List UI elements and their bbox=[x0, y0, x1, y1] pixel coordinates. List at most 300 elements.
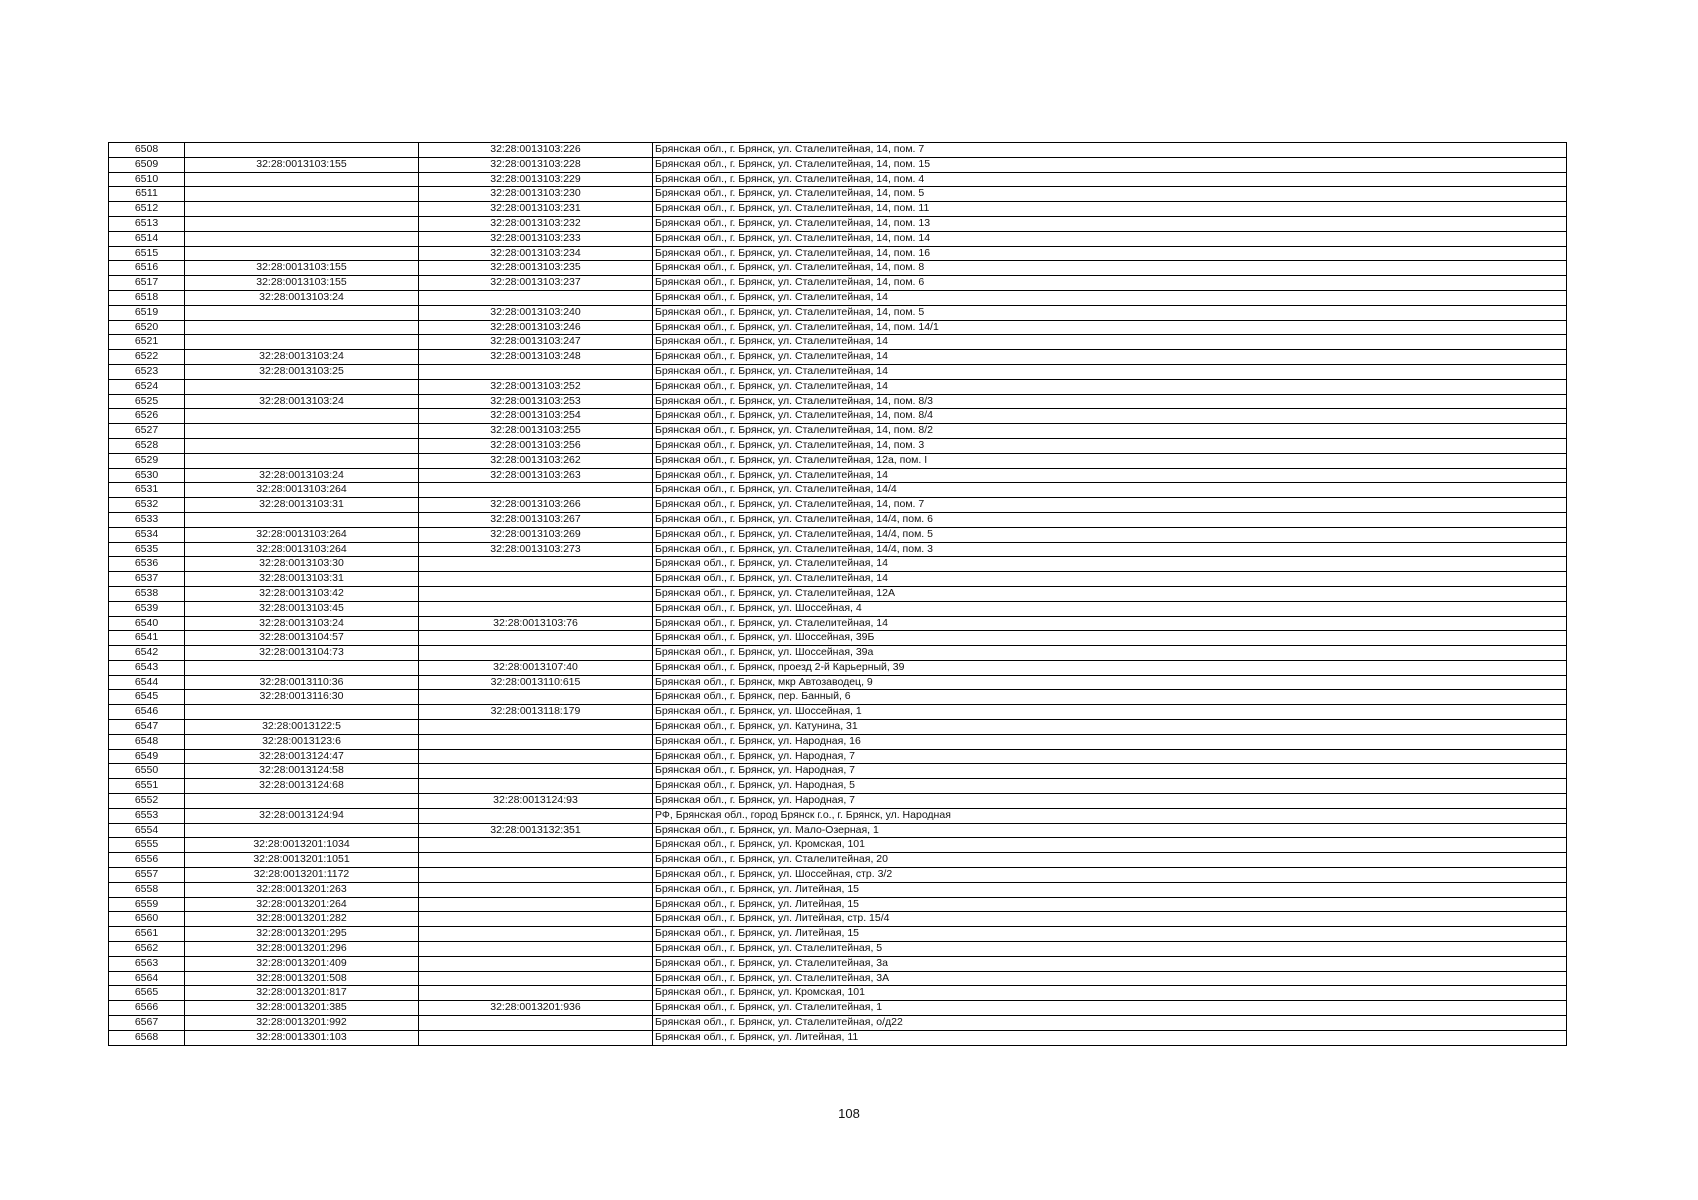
table-row bbox=[109, 157, 1567, 172]
object-number-cell: 32:28:0013110:615 bbox=[419, 675, 653, 690]
table-row bbox=[109, 379, 1567, 394]
address-cell: Брянская обл., г. Брянск, ул. Сталелитейная, 14, пом. 11 bbox=[653, 202, 1567, 217]
parcel-number-cell: 32:28:0013103:24 bbox=[185, 616, 419, 631]
table-row bbox=[109, 572, 1567, 587]
table-row bbox=[109, 498, 1567, 513]
row-number-cell: 6555 bbox=[109, 838, 185, 853]
parcel-number-cell bbox=[185, 143, 419, 158]
row-number-cell: 6524 bbox=[109, 379, 185, 394]
address-cell: Брянская обл., г. Брянск, ул. Сталелитейная, 12А bbox=[653, 586, 1567, 601]
table-row bbox=[109, 631, 1567, 646]
address-cell: Брянская обл., г. Брянск, ул. Мало-Озерная, 1 bbox=[653, 823, 1567, 838]
parcel-number-cell bbox=[185, 438, 419, 453]
parcel-number-cell: 32:28:0013123:6 bbox=[185, 734, 419, 749]
object-number-cell: 32:28:0013103:233 bbox=[419, 231, 653, 246]
parcel-number-cell: 32:28:0013201:295 bbox=[185, 927, 419, 942]
object-number-cell bbox=[419, 779, 653, 794]
object-number-cell: 32:28:0013103:263 bbox=[419, 468, 653, 483]
row-number-cell: 6517 bbox=[109, 276, 185, 291]
table-row bbox=[109, 971, 1567, 986]
object-number-cell bbox=[419, 1016, 653, 1031]
object-number-cell: 32:28:0013201:936 bbox=[419, 1001, 653, 1016]
object-number-cell: 32:28:0013103:235 bbox=[419, 261, 653, 276]
row-number-cell: 6518 bbox=[109, 290, 185, 305]
object-number-cell bbox=[419, 912, 653, 927]
address-cell: Брянская обл., г. Брянск, ул. Сталелитейная, 14 bbox=[653, 557, 1567, 572]
address-cell: Брянская обл., г. Брянск, ул. Сталелитейная, 14, пом. 8/3 bbox=[653, 394, 1567, 409]
table-row bbox=[109, 749, 1567, 764]
table-row bbox=[109, 424, 1567, 439]
table-row bbox=[109, 276, 1567, 291]
row-number-cell: 6557 bbox=[109, 868, 185, 883]
row-number-cell: 6513 bbox=[109, 216, 185, 231]
row-number-cell: 6535 bbox=[109, 542, 185, 557]
row-number-cell: 6564 bbox=[109, 971, 185, 986]
address-cell: Брянская обл., г. Брянск, ул. Сталелитейная, 14/4, пом. 3 bbox=[653, 542, 1567, 557]
address-cell: Брянская обл., г. Брянск, ул. Сталелитейная, 14, пом. 5 bbox=[653, 187, 1567, 202]
row-number-cell: 6540 bbox=[109, 616, 185, 631]
object-number-cell bbox=[419, 631, 653, 646]
table-row bbox=[109, 557, 1567, 572]
row-number-cell: 6529 bbox=[109, 453, 185, 468]
table-row bbox=[109, 986, 1567, 1001]
address-cell: Брянская обл., г. Брянск, ул. Народная, 7 bbox=[653, 794, 1567, 809]
row-number-cell: 6508 bbox=[109, 143, 185, 158]
table-row bbox=[109, 675, 1567, 690]
table-row bbox=[109, 794, 1567, 809]
parcel-number-cell bbox=[185, 320, 419, 335]
row-number-cell: 6536 bbox=[109, 557, 185, 572]
table-row bbox=[109, 320, 1567, 335]
address-cell: Брянская обл., г. Брянск, ул. Шоссейная, стр. 3/2 bbox=[653, 868, 1567, 883]
table-row bbox=[109, 394, 1567, 409]
row-number-cell: 6552 bbox=[109, 794, 185, 809]
parcel-number-cell: 32:28:0013201:385 bbox=[185, 1001, 419, 1016]
table-row bbox=[109, 897, 1567, 912]
row-number-cell: 6510 bbox=[109, 172, 185, 187]
table-row bbox=[109, 690, 1567, 705]
table-row bbox=[109, 764, 1567, 779]
row-number-cell: 6531 bbox=[109, 483, 185, 498]
object-number-cell: 32:28:0013103:226 bbox=[419, 143, 653, 158]
table-row bbox=[109, 527, 1567, 542]
address-cell: Брянская обл., г. Брянск, ул. Сталелитейная, 14 bbox=[653, 335, 1567, 350]
row-number-cell: 6533 bbox=[109, 512, 185, 527]
row-number-cell: 6545 bbox=[109, 690, 185, 705]
table-row bbox=[109, 823, 1567, 838]
address-cell: Брянская обл., г. Брянск, ул. Сталелитейная, 14, пом. 4 bbox=[653, 172, 1567, 187]
address-cell: Брянская обл., г. Брянск, ул. Сталелитейная, 14 bbox=[653, 468, 1567, 483]
row-number-cell: 6563 bbox=[109, 956, 185, 971]
table-row bbox=[109, 1030, 1567, 1045]
table-row bbox=[109, 601, 1567, 616]
address-cell: Брянская обл., г. Брянск, ул. Сталелитейная, 3а bbox=[653, 956, 1567, 971]
row-number-cell: 6561 bbox=[109, 927, 185, 942]
address-cell: Брянская обл., г. Брянск, ул. Народная, 16 bbox=[653, 734, 1567, 749]
object-number-cell: 32:28:0013103:262 bbox=[419, 453, 653, 468]
parcel-number-cell bbox=[185, 335, 419, 350]
row-number-cell: 6534 bbox=[109, 527, 185, 542]
address-cell: Брянская обл., г. Брянск, ул. Сталелитейная, 14, пом. 3 bbox=[653, 438, 1567, 453]
table-row bbox=[109, 705, 1567, 720]
table-row bbox=[109, 912, 1567, 927]
parcel-number-cell: 32:28:0013104:57 bbox=[185, 631, 419, 646]
address-cell: Брянская обл., г. Брянск, мкр Автозаводец, 9 bbox=[653, 675, 1567, 690]
table-row bbox=[109, 1001, 1567, 1016]
parcel-number-cell: 32:28:0013201:992 bbox=[185, 1016, 419, 1031]
address-cell: Брянская обл., г. Брянск, ул. Сталелитейная, 14/4, пом. 5 bbox=[653, 527, 1567, 542]
parcel-number-cell: 32:28:0013116:30 bbox=[185, 690, 419, 705]
object-number-cell bbox=[419, 868, 653, 883]
row-number-cell: 6522 bbox=[109, 350, 185, 365]
parcel-number-cell bbox=[185, 705, 419, 720]
address-cell: Брянская обл., г. Брянск, пер. Банный, 6 bbox=[653, 690, 1567, 705]
row-number-cell: 6537 bbox=[109, 572, 185, 587]
row-number-cell: 6550 bbox=[109, 764, 185, 779]
row-number-cell: 6523 bbox=[109, 364, 185, 379]
object-number-cell bbox=[419, 690, 653, 705]
parcel-number-cell bbox=[185, 409, 419, 424]
object-number-cell bbox=[419, 483, 653, 498]
parcel-number-cell: 32:28:0013103:264 bbox=[185, 527, 419, 542]
object-number-cell: 32:28:0013103:252 bbox=[419, 379, 653, 394]
object-number-cell bbox=[419, 853, 653, 868]
row-number-cell: 6512 bbox=[109, 202, 185, 217]
table-row bbox=[109, 882, 1567, 897]
row-number-cell: 6538 bbox=[109, 586, 185, 601]
object-number-cell: 32:28:0013103:269 bbox=[419, 527, 653, 542]
address-cell: Брянская обл., г. Брянск, ул. Кромская, 101 bbox=[653, 986, 1567, 1001]
table-row bbox=[109, 305, 1567, 320]
parcel-number-cell: 32:28:0013103:45 bbox=[185, 601, 419, 616]
parcel-number-cell: 32:28:0013103:25 bbox=[185, 364, 419, 379]
table-row bbox=[109, 143, 1567, 158]
parcel-number-cell: 32:28:0013103:155 bbox=[185, 157, 419, 172]
object-number-cell: 32:28:0013103:273 bbox=[419, 542, 653, 557]
parcel-number-cell bbox=[185, 794, 419, 809]
cadastral-registry-table bbox=[108, 142, 1567, 1046]
parcel-number-cell: 32:28:0013103:42 bbox=[185, 586, 419, 601]
row-number-cell: 6547 bbox=[109, 720, 185, 735]
object-number-cell: 32:28:0013103:240 bbox=[419, 305, 653, 320]
object-number-cell bbox=[419, 557, 653, 572]
parcel-number-cell: 32:28:0013103:30 bbox=[185, 557, 419, 572]
parcel-number-cell bbox=[185, 216, 419, 231]
row-number-cell: 6553 bbox=[109, 808, 185, 823]
object-number-cell: 32:28:0013103:267 bbox=[419, 512, 653, 527]
object-number-cell bbox=[419, 897, 653, 912]
row-number-cell: 6544 bbox=[109, 675, 185, 690]
parcel-number-cell: 32:28:0013103:264 bbox=[185, 483, 419, 498]
table-row bbox=[109, 335, 1567, 350]
address-cell: РФ, Брянская обл., город Брянск г.о., г. Брянск, ул. Народная bbox=[653, 808, 1567, 823]
table-row bbox=[109, 231, 1567, 246]
row-number-cell: 6554 bbox=[109, 823, 185, 838]
object-number-cell bbox=[419, 364, 653, 379]
row-number-cell: 6551 bbox=[109, 779, 185, 794]
address-cell: Брянская обл., г. Брянск, ул. Литейная, 15 bbox=[653, 897, 1567, 912]
object-number-cell: 32:28:0013103:229 bbox=[419, 172, 653, 187]
object-number-cell: 32:28:0013103:234 bbox=[419, 246, 653, 261]
address-cell: Брянская обл., г. Брянск, ул. Сталелитейная, 14, пом. 8 bbox=[653, 261, 1567, 276]
parcel-number-cell: 32:28:0013201:1034 bbox=[185, 838, 419, 853]
address-cell: Брянская обл., г. Брянск, ул. Сталелитейная, 14 bbox=[653, 364, 1567, 379]
row-number-cell: 6567 bbox=[109, 1016, 185, 1031]
address-cell: Брянская обл., г. Брянск, проезд 2-й Карьерный, 39 bbox=[653, 660, 1567, 675]
address-cell: Брянская обл., г. Брянск, ул. Сталелитейная, 14, пом. 13 bbox=[653, 216, 1567, 231]
address-cell: Брянская обл., г. Брянск, ул. Сталелитейная, 14, пом. 15 bbox=[653, 157, 1567, 172]
row-number-cell: 6525 bbox=[109, 394, 185, 409]
table-row bbox=[109, 409, 1567, 424]
row-number-cell: 6515 bbox=[109, 246, 185, 261]
parcel-number-cell bbox=[185, 305, 419, 320]
address-cell: Брянская обл., г. Брянск, ул. Сталелитейная, 20 bbox=[653, 853, 1567, 868]
address-cell: Брянская обл., г. Брянск, ул. Сталелитейная, 14, пом. 7 bbox=[653, 143, 1567, 158]
object-number-cell bbox=[419, 572, 653, 587]
object-number-cell: 32:28:0013103:256 bbox=[419, 438, 653, 453]
row-number-cell: 6521 bbox=[109, 335, 185, 350]
object-number-cell: 32:28:0013124:93 bbox=[419, 794, 653, 809]
row-number-cell: 6566 bbox=[109, 1001, 185, 1016]
object-number-cell: 32:28:0013103:246 bbox=[419, 320, 653, 335]
address-cell: Брянская обл., г. Брянск, ул. Сталелитейная, 1 bbox=[653, 1001, 1567, 1016]
table-row bbox=[109, 660, 1567, 675]
parcel-number-cell: 32:28:0013103:155 bbox=[185, 276, 419, 291]
row-number-cell: 6539 bbox=[109, 601, 185, 616]
address-cell: Брянская обл., г. Брянск, ул. Сталелитейная, 14, пом. 5 bbox=[653, 305, 1567, 320]
parcel-number-cell: 32:28:0013201:1172 bbox=[185, 868, 419, 883]
table-row bbox=[109, 483, 1567, 498]
object-number-cell: 32:28:0013103:232 bbox=[419, 216, 653, 231]
object-number-cell bbox=[419, 986, 653, 1001]
row-number-cell: 6542 bbox=[109, 646, 185, 661]
row-number-cell: 6565 bbox=[109, 986, 185, 1001]
table-row bbox=[109, 1016, 1567, 1031]
object-number-cell: 32:28:0013103:255 bbox=[419, 424, 653, 439]
table-row bbox=[109, 779, 1567, 794]
address-cell: Брянская обл., г. Брянск, ул. Сталелитейная, 14 bbox=[653, 290, 1567, 305]
row-number-cell: 6543 bbox=[109, 660, 185, 675]
address-cell: Брянская обл., г. Брянск, ул. Сталелитейная, 14, пом. 8/2 bbox=[653, 424, 1567, 439]
table-row bbox=[109, 734, 1567, 749]
row-number-cell: 6556 bbox=[109, 853, 185, 868]
parcel-number-cell: 32:28:0013110:36 bbox=[185, 675, 419, 690]
address-cell: Брянская обл., г. Брянск, ул. Шоссейная, 1 bbox=[653, 705, 1567, 720]
parcel-number-cell: 32:28:0013103:24 bbox=[185, 290, 419, 305]
parcel-number-cell: 32:28:0013122:5 bbox=[185, 720, 419, 735]
parcel-number-cell bbox=[185, 187, 419, 202]
object-number-cell: 32:28:0013103:254 bbox=[419, 409, 653, 424]
address-cell: Брянская обл., г. Брянск, ул. Сталелитейная, 14, пом. 6 bbox=[653, 276, 1567, 291]
row-number-cell: 6558 bbox=[109, 882, 185, 897]
table-row bbox=[109, 512, 1567, 527]
table-row bbox=[109, 956, 1567, 971]
object-number-cell bbox=[419, 749, 653, 764]
object-number-cell: 32:28:0013103:253 bbox=[419, 394, 653, 409]
table-row bbox=[109, 290, 1567, 305]
table-row bbox=[109, 350, 1567, 365]
object-number-cell: 32:28:0013103:76 bbox=[419, 616, 653, 631]
object-number-cell: 32:28:0013103:266 bbox=[419, 498, 653, 513]
table-row bbox=[109, 616, 1567, 631]
object-number-cell: 32:28:0013103:237 bbox=[419, 276, 653, 291]
object-number-cell: 32:28:0013103:248 bbox=[419, 350, 653, 365]
parcel-number-cell: 32:28:0013103:31 bbox=[185, 498, 419, 513]
table-row bbox=[109, 172, 1567, 187]
table-row bbox=[109, 216, 1567, 231]
object-number-cell bbox=[419, 290, 653, 305]
row-number-cell: 6559 bbox=[109, 897, 185, 912]
address-cell: Брянская обл., г. Брянск, ул. Сталелитейная, 14 bbox=[653, 572, 1567, 587]
address-cell: Брянская обл., г. Брянск, ул. Сталелитейная, 14 bbox=[653, 616, 1567, 631]
parcel-number-cell: 32:28:0013201:264 bbox=[185, 897, 419, 912]
table-row bbox=[109, 438, 1567, 453]
address-cell: Брянская обл., г. Брянск, ул. Сталелитейная, 14, пом. 14 bbox=[653, 231, 1567, 246]
address-cell: Брянская обл., г. Брянск, ул. Литейная, стр. 15/4 bbox=[653, 912, 1567, 927]
row-number-cell: 6546 bbox=[109, 705, 185, 720]
address-cell: Брянская обл., г. Брянск, ул. Народная, 7 bbox=[653, 764, 1567, 779]
parcel-number-cell bbox=[185, 512, 419, 527]
parcel-number-cell: 32:28:0013103:31 bbox=[185, 572, 419, 587]
object-number-cell bbox=[419, 971, 653, 986]
row-number-cell: 6520 bbox=[109, 320, 185, 335]
row-number-cell: 6560 bbox=[109, 912, 185, 927]
table-row bbox=[109, 868, 1567, 883]
row-number-cell: 6541 bbox=[109, 631, 185, 646]
table-row bbox=[109, 927, 1567, 942]
parcel-number-cell: 32:28:0013201:296 bbox=[185, 942, 419, 957]
object-number-cell: 32:28:0013118:179 bbox=[419, 705, 653, 720]
address-cell: Брянская обл., г. Брянск, ул. Шоссейная, 39Б bbox=[653, 631, 1567, 646]
table-row bbox=[109, 808, 1567, 823]
parcel-number-cell: 32:28:0013201:409 bbox=[185, 956, 419, 971]
row-number-cell: 6549 bbox=[109, 749, 185, 764]
object-number-cell bbox=[419, 1030, 653, 1045]
parcel-number-cell bbox=[185, 453, 419, 468]
row-number-cell: 6527 bbox=[109, 424, 185, 439]
row-number-cell: 6514 bbox=[109, 231, 185, 246]
parcel-number-cell: 32:28:0013201:263 bbox=[185, 882, 419, 897]
table-row bbox=[109, 364, 1567, 379]
address-cell: Брянская обл., г. Брянск, ул. Шоссейная, 39а bbox=[653, 646, 1567, 661]
address-cell: Брянская обл., г. Брянск, ул. Сталелитейная, 14, пом. 14/1 bbox=[653, 320, 1567, 335]
parcel-number-cell bbox=[185, 379, 419, 394]
parcel-number-cell bbox=[185, 172, 419, 187]
object-number-cell bbox=[419, 734, 653, 749]
object-number-cell bbox=[419, 720, 653, 735]
table-row bbox=[109, 853, 1567, 868]
address-cell: Брянская обл., г. Брянск, ул. Сталелитейная, о/д22 bbox=[653, 1016, 1567, 1031]
address-cell: Брянская обл., г. Брянск, ул. Сталелитейная, 14, пом. 16 bbox=[653, 246, 1567, 261]
row-number-cell: 6568 bbox=[109, 1030, 185, 1045]
parcel-number-cell bbox=[185, 660, 419, 675]
object-number-cell bbox=[419, 601, 653, 616]
object-number-cell bbox=[419, 882, 653, 897]
object-number-cell bbox=[419, 838, 653, 853]
address-cell: Брянская обл., г. Брянск, ул. Литейная, 15 bbox=[653, 882, 1567, 897]
object-number-cell bbox=[419, 956, 653, 971]
parcel-number-cell: 32:28:0013301:103 bbox=[185, 1030, 419, 1045]
object-number-cell bbox=[419, 764, 653, 779]
parcel-number-cell: 32:28:0013201:282 bbox=[185, 912, 419, 927]
parcel-number-cell: 32:28:0013124:58 bbox=[185, 764, 419, 779]
row-number-cell: 6516 bbox=[109, 261, 185, 276]
row-number-cell: 6509 bbox=[109, 157, 185, 172]
table-row bbox=[109, 246, 1567, 261]
object-number-cell: 32:28:0013107:40 bbox=[419, 660, 653, 675]
address-cell: Брянская обл., г. Брянск, ул. Сталелитейная, 14, пом. 7 bbox=[653, 498, 1567, 513]
table-body bbox=[109, 143, 1567, 1046]
object-number-cell: 32:28:0013103:231 bbox=[419, 202, 653, 217]
object-number-cell bbox=[419, 646, 653, 661]
object-number-cell: 32:28:0013132:351 bbox=[419, 823, 653, 838]
row-number-cell: 6511 bbox=[109, 187, 185, 202]
parcel-number-cell: 32:28:0013103:264 bbox=[185, 542, 419, 557]
address-cell: Брянская обл., г. Брянск, ул. Шоссейная, 4 bbox=[653, 601, 1567, 616]
parcel-number-cell: 32:28:0013103:155 bbox=[185, 261, 419, 276]
address-cell: Брянская обл., г. Брянск, ул. Литейная, 15 bbox=[653, 927, 1567, 942]
address-cell: Брянская обл., г. Брянск, ул. Сталелитейная, 14/4, пом. 6 bbox=[653, 512, 1567, 527]
row-number-cell: 6548 bbox=[109, 734, 185, 749]
parcel-number-cell: 32:28:0013103:24 bbox=[185, 468, 419, 483]
row-number-cell: 6519 bbox=[109, 305, 185, 320]
parcel-number-cell: 32:28:0013103:24 bbox=[185, 394, 419, 409]
row-number-cell: 6526 bbox=[109, 409, 185, 424]
table-row bbox=[109, 542, 1567, 557]
address-cell: Брянская обл., г. Брянск, ул. Сталелитейная, 3А bbox=[653, 971, 1567, 986]
table-row bbox=[109, 261, 1567, 276]
address-cell: Брянская обл., г. Брянск, ул. Сталелитейная, 14 bbox=[653, 350, 1567, 365]
parcel-number-cell: 32:28:0013201:508 bbox=[185, 971, 419, 986]
table-row bbox=[109, 942, 1567, 957]
table-row bbox=[109, 838, 1567, 853]
parcel-number-cell: 32:28:0013124:47 bbox=[185, 749, 419, 764]
object-number-cell: 32:28:0013103:228 bbox=[419, 157, 653, 172]
parcel-number-cell: 32:28:0013201:817 bbox=[185, 986, 419, 1001]
address-cell: Брянская обл., г. Брянск, ул. Литейная, 11 bbox=[653, 1030, 1567, 1045]
object-number-cell bbox=[419, 942, 653, 957]
parcel-number-cell: 32:28:0013201:1051 bbox=[185, 853, 419, 868]
parcel-number-cell: 32:28:0013104:73 bbox=[185, 646, 419, 661]
parcel-number-cell bbox=[185, 424, 419, 439]
parcel-number-cell bbox=[185, 246, 419, 261]
parcel-number-cell: 32:28:0013124:94 bbox=[185, 808, 419, 823]
page-number: 108 bbox=[838, 1106, 860, 1121]
address-cell: Брянская обл., г. Брянск, ул. Сталелитейная, 14 bbox=[653, 379, 1567, 394]
table-row bbox=[109, 187, 1567, 202]
parcel-number-cell bbox=[185, 202, 419, 217]
address-cell: Брянская обл., г. Брянск, ул. Сталелитейная, 14/4 bbox=[653, 483, 1567, 498]
row-number-cell: 6562 bbox=[109, 942, 185, 957]
address-cell: Брянская обл., г. Брянск, ул. Народная, 5 bbox=[653, 779, 1567, 794]
table-row bbox=[109, 586, 1567, 601]
object-number-cell bbox=[419, 586, 653, 601]
parcel-number-cell: 32:28:0013124:68 bbox=[185, 779, 419, 794]
row-number-cell: 6528 bbox=[109, 438, 185, 453]
parcel-number-cell bbox=[185, 231, 419, 246]
table-row bbox=[109, 646, 1567, 661]
parcel-number-cell bbox=[185, 823, 419, 838]
row-number-cell: 6532 bbox=[109, 498, 185, 513]
address-cell: Брянская обл., г. Брянск, ул. Сталелитейная, 5 bbox=[653, 942, 1567, 957]
address-cell: Брянская обл., г. Брянск, ул. Сталелитейная, 12а, пом. I bbox=[653, 453, 1567, 468]
object-number-cell bbox=[419, 808, 653, 823]
table-row bbox=[109, 202, 1567, 217]
address-cell: Брянская обл., г. Брянск, ул. Сталелитейная, 14, пом. 8/4 bbox=[653, 409, 1567, 424]
parcel-number-cell: 32:28:0013103:24 bbox=[185, 350, 419, 365]
row-number-cell: 6530 bbox=[109, 468, 185, 483]
table-row bbox=[109, 453, 1567, 468]
